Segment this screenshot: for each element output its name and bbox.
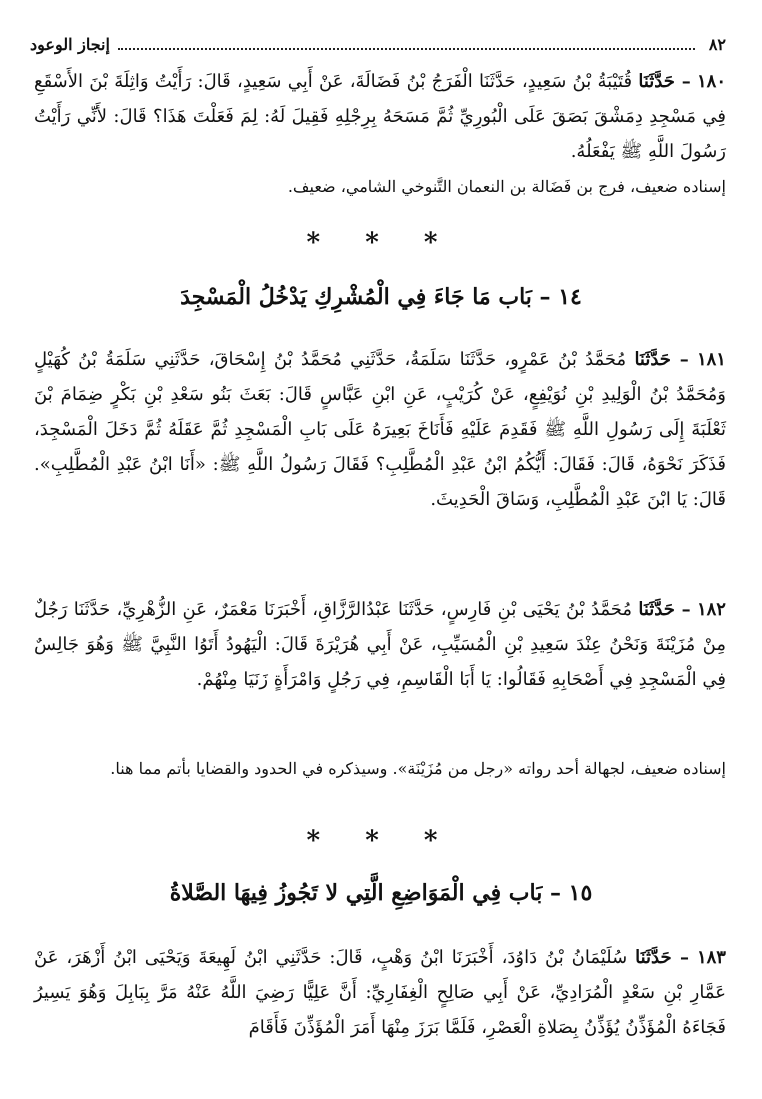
hadith-number: ١٨٢ [696, 599, 726, 620]
hadith-182-grading: إسناده ضعيف، لجهالة أحد رواته «رجل من مُزَيْنَة». وسيذكره في الحدود والقضايا بأتم مما هنا. [110, 759, 726, 778]
hadith-number: ١٨٠ [696, 71, 726, 92]
hadith-number: ١٨١ [696, 349, 726, 370]
hadith-text: مُحَمَّدُ بْنُ عَمْرٍو، حَدَّثَنَا سَلَمَةُ، حَدَّثَنِي مُحَمَّدُ بْنُ إِسْحَاقَ، حَدَّثَنِي سَلَمَةُ بْنُ كُهَيْلٍ وَمُحَمَّدُ بْنُ الْوَلِيدِ بْنِ نُوَيْفِعٍ، عَنْ كُرَيْبٍ، عَنِ ابْنِ عَبَّاسٍ قَالَ: بَعَثَ بَنُو سَعْدِ بْنِ بَكْرٍ ضِمَامَ بْنَ ثَعْلَبَةَ إِلَى رَسُولِ اللَّهِ ﷺ فَقَدِمَ عَلَيْهِ فَأَنَاخَ بَعِيرَهُ عَلَى بَابِ الْمَسْجِدِ ثُمَّ عَقَلَهُ ثُمَّ دَخَلَ الْمَسْجِدَ، فَذَكَرَ نَحْوَهُ، قَالَ: فَقَالَ: أَيُّكُمُ ابْنُ عَبْدِ الْمُطَّلِبِ؟ فَقَالَ رَسُولُ اللَّهِ ﷺ: «أَنَا ابْنُ عَبْدِ الْمُطَّلِبِ». قَالَ: يَا ابْنَ عَبْدِ الْمُطَّلِبِ، وَسَاقَ الْحَدِيثَ. [34, 349, 726, 510]
section-separator: * * * [306, 228, 456, 258]
hadith-180-grading: إسناده ضعيف، فرج بن فَضَالة بن النعمان التَّنوخي الشامي، ضعيف. [287, 177, 726, 196]
page-header [30, 32, 726, 56]
hadith-183 [34, 940, 726, 1045]
section-separator: * * * [306, 826, 456, 856]
hadith-text: قُتَيْبَةُ بْنُ سَعِيدٍ، حَدَّثَنَا الْفَرَجُ بْنُ فَضَالَةَ، عَنْ أَبِي سَعِيدٍ، قَالَ: رَأَيْتُ وَاثِلَةَ بْنَ الأَسْقَعِ فِي مَسْجِدِ دِمَشْقَ بَصَقَ عَلَى الْبُورِيِّ ثُمَّ مَسَحَهُ بِرِجْلِهِ فَقِيلَ لَهُ: لِمَ فَعَلْتَ هَذَا؟ قَالَ: لأَنِّي رَأَيْتُ رَسُولَ اللَّهِ ﷺ يَفْعَلُهُ. [34, 71, 726, 162]
chapter-heading-14: ١٤ – بَاب مَا جَاءَ فِي الْمُشْرِكِ يَدْخُلُ الْمَسْجِدَ [180, 284, 582, 310]
hadith-181 [34, 342, 726, 517]
header-dotted-leader [118, 38, 695, 50]
hadith-lead: – حَدَّثَنَا [634, 349, 689, 370]
hadith-180 [34, 64, 726, 169]
page-number: ٨٢ [708, 34, 726, 54]
chapter-heading-15: ١٥ – بَاب فِي الْمَوَاضِعِ الَّتِي لا تَجُوزُ فِيهَا الصَّلاةُ [169, 880, 593, 906]
hadith-lead: – حَدَّثَنَا [638, 71, 691, 92]
hadith-182 [34, 592, 726, 697]
hadith-number: ١٨٣ [696, 947, 726, 968]
hadith-text: سُلَيْمَانُ بْنُ دَاوُدَ، أَخْبَرَنَا ابْنُ وَهْبٍ، قَالَ: حَدَّثَنِي ابْنُ لَهِيعَةَ وَيَحْيَى ابْنُ أَزْهَرَ، عَنْ عَمَّارِ بْنِ سَعْدٍ الْمُرَادِيِّ، عَنْ أَبِي صَالِحٍ الْغِفَارِيِّ: أَنَّ عَلِيًّا رَضِيَ اللَّهُ عَنْهُ مَرَّ بِبَابِلَ وَهُوَ يَسِيرُ فَجَاءَهُ الْمُؤَذِّنُ يُؤَذِّنُ بِصَلاةِ الْعَصْرِ، فَلَمَّا بَرَزَ مِنْهَا أَمَرَ الْمُؤَذِّنَ فَأَقَامَ [34, 947, 726, 1038]
book-title: إنجاز الوعود [30, 34, 110, 54]
hadith-text: مُحَمَّدُ بْنُ يَحْيَى بْنِ فَارِسٍ، حَدَّثَنَا عَبْدُالرَّزَّاقِ، أَخْبَرَنَا مَعْمَرٌ، عَنِ الزُّهْرِيِّ، حَدَّثَنَا رَجُلٌ مِنْ مُزَيْنَةَ وَنَحْنُ عِنْدَ سَعِيدِ بْنِ الْمُسَيِّبِ، عَنْ أَبِي هُرَيْرَةَ قَالَ: الْيَهُودُ أَتَوُا النَّبِيَّ ﷺ وَهُوَ جَالِسٌ فِي الْمَسْجِدِ فِي أَصْحَابِهِ فَقَالُوا: يَا أَبَا الْقَاسِمِ، فِي رَجُلٍ وَامْرَأَةٍ زَنَيَا مِنْهُمْ. [34, 599, 726, 690]
hadith-lead: – حَدَّثَنَا [638, 599, 691, 620]
hadith-lead: – حَدَّثَنَا [635, 947, 690, 968]
